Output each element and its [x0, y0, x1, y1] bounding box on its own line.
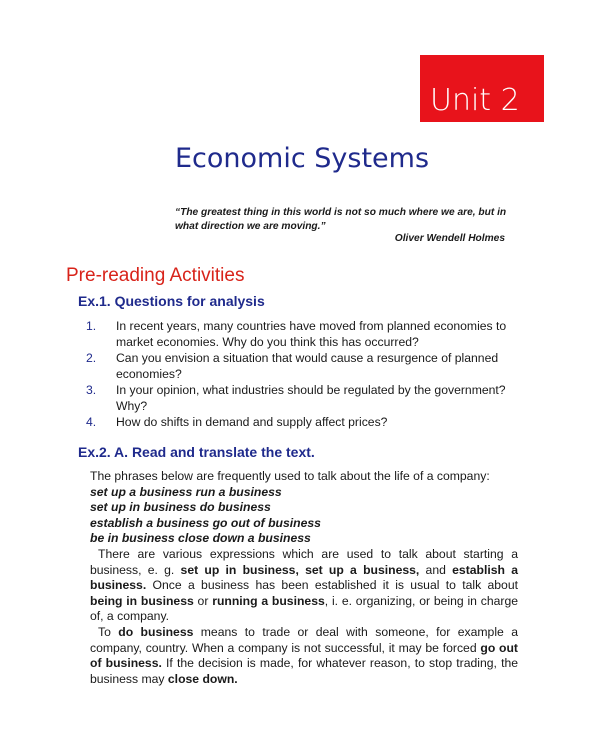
key-phrase: being in business: [90, 593, 194, 608]
paragraph-2: [90, 625, 518, 687]
key-phrase: establish a business.: [90, 562, 518, 593]
question-number: 2.: [86, 351, 97, 365]
question-text: In recent years, many countries have moved from planned economies to market economies. Why do you think this has occurred?: [116, 319, 507, 349]
phrases-intro: The phrases below are frequently used to talk about the life of a company:: [90, 469, 490, 483]
unit-badge: [420, 55, 544, 122]
exercise-1-heading: Ex.1. Questions for analysis: [78, 293, 265, 309]
section-heading: Pre-reading Activities: [66, 265, 245, 286]
question-text: Can you envision a situation that would cause a resurgence of planned economies?: [116, 351, 499, 381]
question-text: In your opinion, what industries should be regulated by the government? Why?: [116, 383, 506, 413]
epigraph-quote: “The greatest thing in this world is not so much where we are, but in what direction we are moving.”: [175, 207, 507, 232]
unit-label: Unit 2: [430, 83, 520, 118]
epigraph-author: Oliver Wendell Holmes: [394, 233, 505, 244]
paragraph-text: means to trade or deal with someone, for example a company, country. When a company is not successful, it may be forced: [90, 624, 518, 655]
phrase-line: be in business close down a business: [90, 531, 311, 546]
question-number: 1.: [86, 319, 97, 333]
paragraph-text: There are various expressions which are used to talk about starting a business, e. g.: [90, 546, 518, 577]
question-text: How do shifts in demand and supply affect prices?: [116, 415, 388, 429]
list-item: [86, 318, 516, 350]
reading-text: [90, 469, 518, 687]
list-item: [86, 350, 516, 382]
question-list: [86, 318, 516, 430]
page-title: Economic Systems: [175, 143, 430, 174]
key-phrase: set up in business, set up a business,: [180, 562, 420, 577]
question-number: 3.: [86, 383, 97, 397]
key-phrase: do business: [118, 624, 194, 639]
phrase-line: set up a business run a business: [90, 484, 282, 499]
phrase-line: set up in business do business: [90, 500, 271, 515]
key-phrase: running a business: [212, 593, 325, 608]
phrase-line: establish a business go out of business: [90, 515, 321, 530]
list-item: [86, 382, 516, 414]
paragraph-text: Once a business has been established it is usual to talk about: [146, 578, 518, 593]
paragraph-text: To: [98, 624, 119, 639]
key-phrase: close down.: [167, 671, 238, 686]
paragraph-text: or: [193, 593, 213, 608]
paragraph-text: If the decision is made, for whatever reason, to stop trading, the business may: [90, 656, 519, 686]
paragraph-text: and: [419, 562, 453, 577]
exercise-2-heading: Ex.2. A. Read and translate the text.: [78, 444, 315, 460]
paragraph-1: [90, 547, 518, 625]
question-number: 4.: [86, 415, 97, 429]
list-item: [86, 414, 516, 430]
paragraph-text: , i. e. organizing, or being in charge of, a company.: [90, 593, 519, 624]
key-phrase: go out of business.: [90, 640, 518, 671]
